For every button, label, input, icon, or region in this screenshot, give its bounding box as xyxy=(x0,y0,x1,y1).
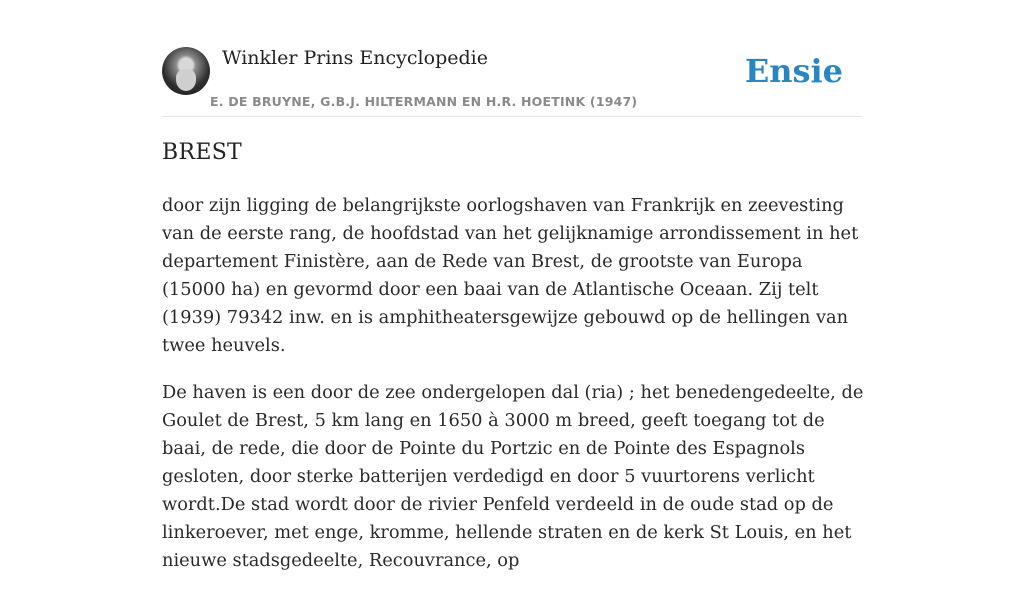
author-avatar[interactable] xyxy=(162,47,210,95)
avatar-portrait xyxy=(176,69,196,91)
article-paragraph: door zijn ligging de belangrijkste oorlogshaven van Frankrijk en zeevesting van de eerste rang, de hoofdstad van het gelijknamige arrondissement in het departement Finistère, aan de Rede van Brest, de grootste van Europa (15000 ha) en gevormd door een baai van de Atlantische Oceaan. Zij telt (1939) 79342 inw. en is amphitheatersgewijze gebouwd op de hellingen van twee heuvels. xyxy=(162,195,859,356)
article-body xyxy=(162,192,864,594)
article-paragraph: De haven is een door de zee ondergelopen dal (ria) ; het benedengedeelte, de Goulet de Brest, 5 km lang en 1650 à 3000 m breed, geeft toegang tot de baai, de rede, die door de Pointe du Portzic en de Pointe des Espagnols gesloten, door sterke batterijen verdedigd en door 5 vuurtorens verlicht wordt.De stad wordt door de rivier Penfeld verdeeld in de oude stad op de linkeroever, met enge, kromme, hellende straten en de kerk St Louis, en het nieuwe stadsgedeelte, Recouvrance, op xyxy=(162,382,864,571)
article-title: BREST xyxy=(162,140,243,165)
brand-logo[interactable]: Ensie xyxy=(744,52,843,90)
authors-line: E. DE BRUYNE, G.B.J. HILTERMANN EN H.R. HOETINK (1947) xyxy=(210,94,638,109)
site-header xyxy=(162,44,862,117)
site-title[interactable]: Winkler Prins Encyclopedie xyxy=(222,47,488,69)
